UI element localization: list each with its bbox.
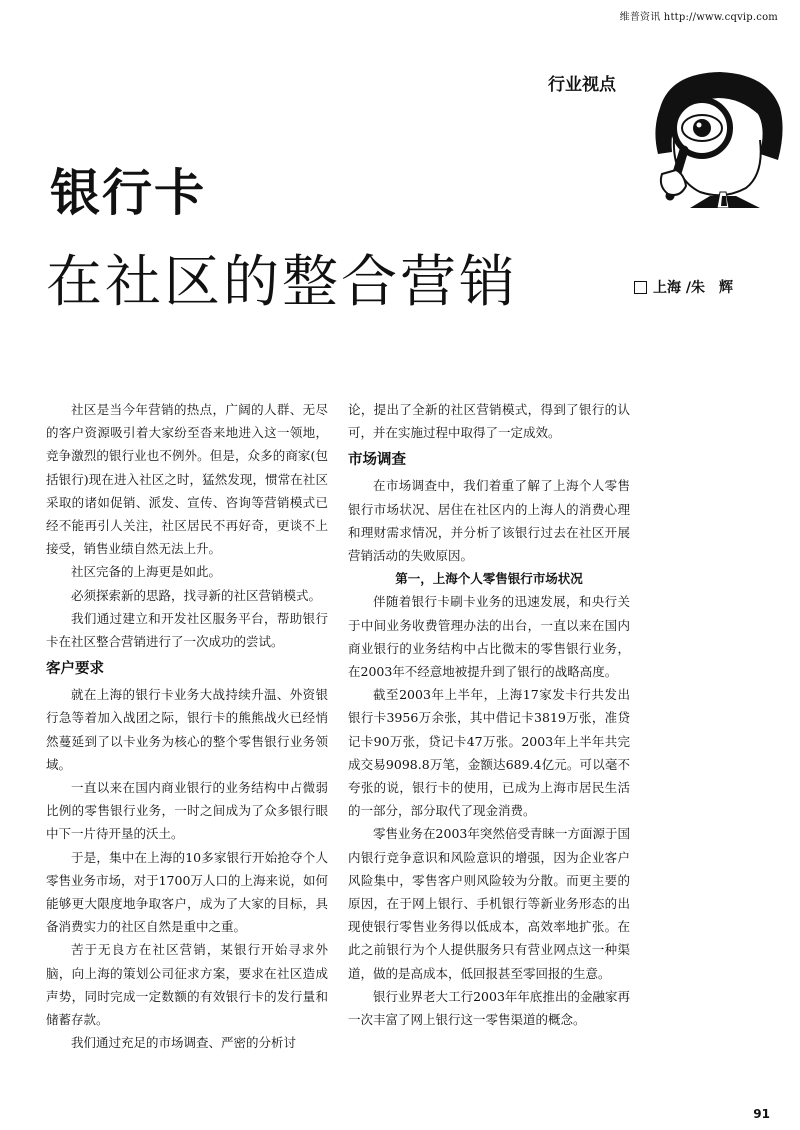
left-column — [46, 398, 328, 1054]
source-header: 维普资讯 http://www.cqvip.com — [619, 12, 778, 23]
paragraph: 就在上海的银行卡业务大战持续升温、外资银行急等着加入战团之际，银行卡的熊熊战火已经悄然蔓延到了以卡业务为核心的整个零售银行业务领域。 — [46, 687, 328, 772]
paragraph: 论，提出了全新的社区营销模式，得到了银行的认可，并在实施过程中取得了一定成效。 — [348, 402, 630, 441]
paragraph: 伴随着银行卡刷卡业务的迅速发展，和央行关于中间业务收费管理办法的出台，一直以来在国内商业银行的业务结构中占比微末的零售银行业务，在2003年不经意地被提升到了银行的战略高度。 — [348, 594, 630, 680]
magnifying-glass-eye-illustration — [640, 68, 790, 208]
byline — [634, 277, 733, 297]
paragraph: 必须探索新的思路，找寻新的社区营销模式。 — [71, 587, 322, 603]
paragraph: 社区是当今年营销的热点，广阔的人群、无尽的客户资源吸引着大家纷至沓来地进入这一领地，竞争激烈的银行业也不例外。但是，众多的商家(包括银行)现在进入社区之时，猛然发现，惯常在社区采取的诸如促销、派发、宣传、咨询等营销模式已经不能再引人关注，社区居民不再好奇，更谈不上接受，销售业绩自然无法上升。 — [46, 402, 328, 557]
byline-text: 上海 /朱 辉 — [653, 280, 733, 296]
paragraph: 在市场调查中，我们着重了解了上海个人零售银行市场状况、居住在社区内的上海人的消费心理和理财需求情况，并分析了该银行过去在社区开展营销活动的失败原因。 — [348, 478, 630, 564]
paragraph: 苦于无良方在社区营销，某银行开始寻求外脑，向上海的策划公司征求方案，要求在社区造成声势，同时完成一定数额的有效银行卡的发行量和储蓄存款。 — [46, 942, 328, 1028]
section-heading-customer-requirements: 客户要求 — [46, 661, 104, 678]
title-line-2: 在社区的整合营销 — [46, 250, 518, 315]
paragraph: 我们通过建立和开发社区服务平台，帮助银行卡在社区整合营销进行了一次成功的尝试。 — [46, 610, 328, 650]
section-heading-market-research: 市场调查 — [348, 452, 406, 469]
section-label: 行业视点 — [548, 75, 616, 95]
page-number: 91 — [753, 1107, 770, 1121]
paragraph: 截至2003年上半年，上海17家发卡行共发出银行卡3956万余张，其中借记卡3819万张，准贷记卡90万张，贷记卡47万张。2003年上半年共完成交易9098.8万笔，金额达689.4亿元。可以毫不夸张的说，银行卡的使用，已成为上海市居民生活的一部分，部分取代了现金消费。 — [348, 687, 630, 819]
paragraph: 一直以来在国内商业银行的业务结构中占微弱比例的零售银行业务，一时之间成为了众多银行眼中下一片待开垦的沃土。 — [46, 780, 328, 842]
paragraph: 社区完备的上海更是如此。 — [71, 564, 222, 580]
subheading: 第一，上海个人零售银行市场状况 — [395, 571, 583, 587]
title-line-1: 银行卡 — [50, 164, 206, 222]
square-bullet-icon — [634, 281, 647, 294]
paragraph: 我们通过充足的市场调查、严密的分析讨 — [71, 1035, 297, 1051]
paragraph: 零售业务在2003年突然倍受青睐一方面源于国内银行竞争意识和风险意识的增强，因为企业客户风险集中，零售客户则风险较为分散。而更主要的原因，在于网上银行、手机银行等新业务形态的出现使银行零售业务得以低成本，高效率地扩张。在此之前银行为个人提供服务只有营业网点这一种渠道，做的是高成本，低回报甚至零回报的生意。 — [348, 826, 630, 981]
paragraph: 银行业界老大工行2003年年底推出的金融家再一次丰富了网上银行这一零售渠道的概念。 — [348, 988, 630, 1028]
right-column — [348, 398, 630, 1031]
paragraph: 于是，集中在上海的10多家银行开始抢夺个人零售业务市场，对于1700万人口的上海来说，如何能够更大限度地争取客户，成为了大家的目标，具备消费实力的社区自然是重中之重。 — [46, 849, 328, 935]
